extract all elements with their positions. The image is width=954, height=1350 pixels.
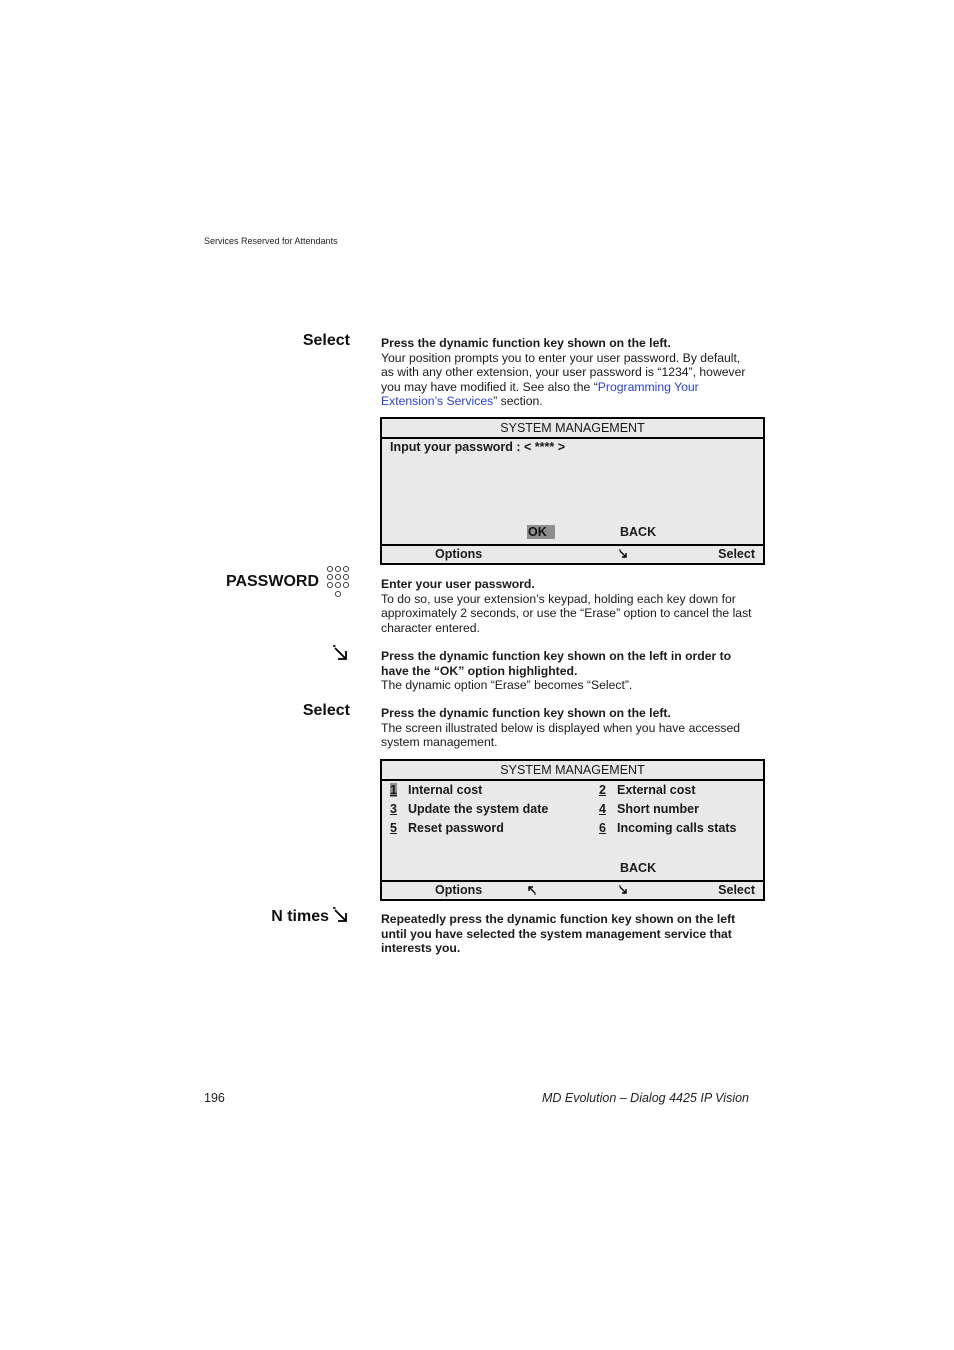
document-title: MD Evolution – Dialog 4425 IP Vision [541, 1091, 749, 1105]
screen-title: SYSTEM MANAGEMENT [382, 761, 763, 781]
ok-option[interactable]: OK [527, 525, 555, 539]
step-1-body: Your position prompts you to enter your user password. By default, as with any other extension, your user password is “1234”, however you may have modified it. See also the “ [381, 350, 746, 394]
arrow-down-right-icon [618, 885, 629, 896]
screen-footer [382, 880, 763, 899]
step-4-text [381, 706, 753, 750]
menu-item-number: 5 [390, 821, 397, 835]
options-softkey[interactable]: Options [435, 547, 483, 561]
step-label-select: Select [302, 332, 350, 349]
menu-item-short-number[interactable]: Short number [617, 802, 699, 816]
step-1-text [381, 336, 753, 409]
running-header: Services Reserved for Attendants [204, 236, 338, 246]
menu-item-number: 1 [390, 783, 397, 797]
step-5-text [381, 912, 753, 956]
password-prompt: Input your password : < **** > [390, 440, 566, 454]
menu-item-internal-cost[interactable]: Internal cost [408, 783, 483, 797]
back-option[interactable]: BACK [620, 525, 657, 539]
arrow-down-right-key-icon [332, 645, 350, 663]
menu-item-number: 3 [390, 802, 397, 816]
screen-footer [382, 544, 763, 563]
menu-item-number: 4 [599, 802, 606, 816]
select-softkey[interactable]: Select [718, 883, 755, 897]
options-softkey[interactable]: Options [435, 883, 483, 897]
step-1-title: Press the dynamic function key shown on the left. [381, 336, 671, 350]
step-2-title: Enter your user password. [381, 577, 535, 591]
step-label-n-times: N times [271, 908, 329, 925]
menu-item-reset-password[interactable]: Reset password [408, 821, 504, 835]
menu-item-number: 6 [599, 821, 606, 835]
step-2-body: To do so, use your extension’s keypad, holding each key down for approximately 2 seconds, or use the “Erase” option to cancel the last character entered. [381, 591, 752, 635]
step-3-text [381, 649, 753, 693]
select-softkey[interactable]: Select [718, 547, 755, 561]
step-1-body-end: ” section. [493, 394, 543, 409]
screen-title: SYSTEM MANAGEMENT [382, 419, 763, 439]
menu-item-number: 2 [599, 783, 606, 797]
step-label-password: PASSWORD [225, 573, 319, 590]
back-option[interactable]: BACK [620, 861, 657, 875]
menu-item-incoming-calls-stats[interactable]: Incoming calls stats [617, 821, 737, 835]
programming-link[interactable]: Programming Your Extension’s Services [381, 379, 699, 409]
arrow-down-right-icon [618, 549, 629, 560]
step-3-title: Press the dynamic function key shown on the left in order to have the “OK” option highlighted. [381, 649, 732, 678]
step-2-text [381, 577, 753, 635]
arrow-down-right-key-icon [332, 907, 350, 925]
step-label-select-2: Select [302, 702, 350, 719]
phone-screen-password [380, 417, 765, 565]
page-number: 196 [204, 1091, 225, 1105]
keypad-icon [326, 565, 350, 599]
step-3-body: The dynamic option “Erase” becomes “Select”. [381, 678, 633, 693]
menu-item-update-system-date[interactable]: Update the system date [408, 802, 549, 816]
step-5-title: Repeatedly press the dynamic function key shown on the left until you have selected the system management service that interests you. [381, 912, 736, 956]
arrow-up-left-icon [526, 884, 537, 895]
phone-screen-system-management [380, 759, 765, 901]
menu-item-external-cost[interactable]: External cost [617, 783, 696, 797]
step-4-title: Press the dynamic function key shown on the left. [381, 706, 671, 720]
step-4-body: The screen illustrated below is displayed when you have accessed system management. [381, 720, 741, 750]
